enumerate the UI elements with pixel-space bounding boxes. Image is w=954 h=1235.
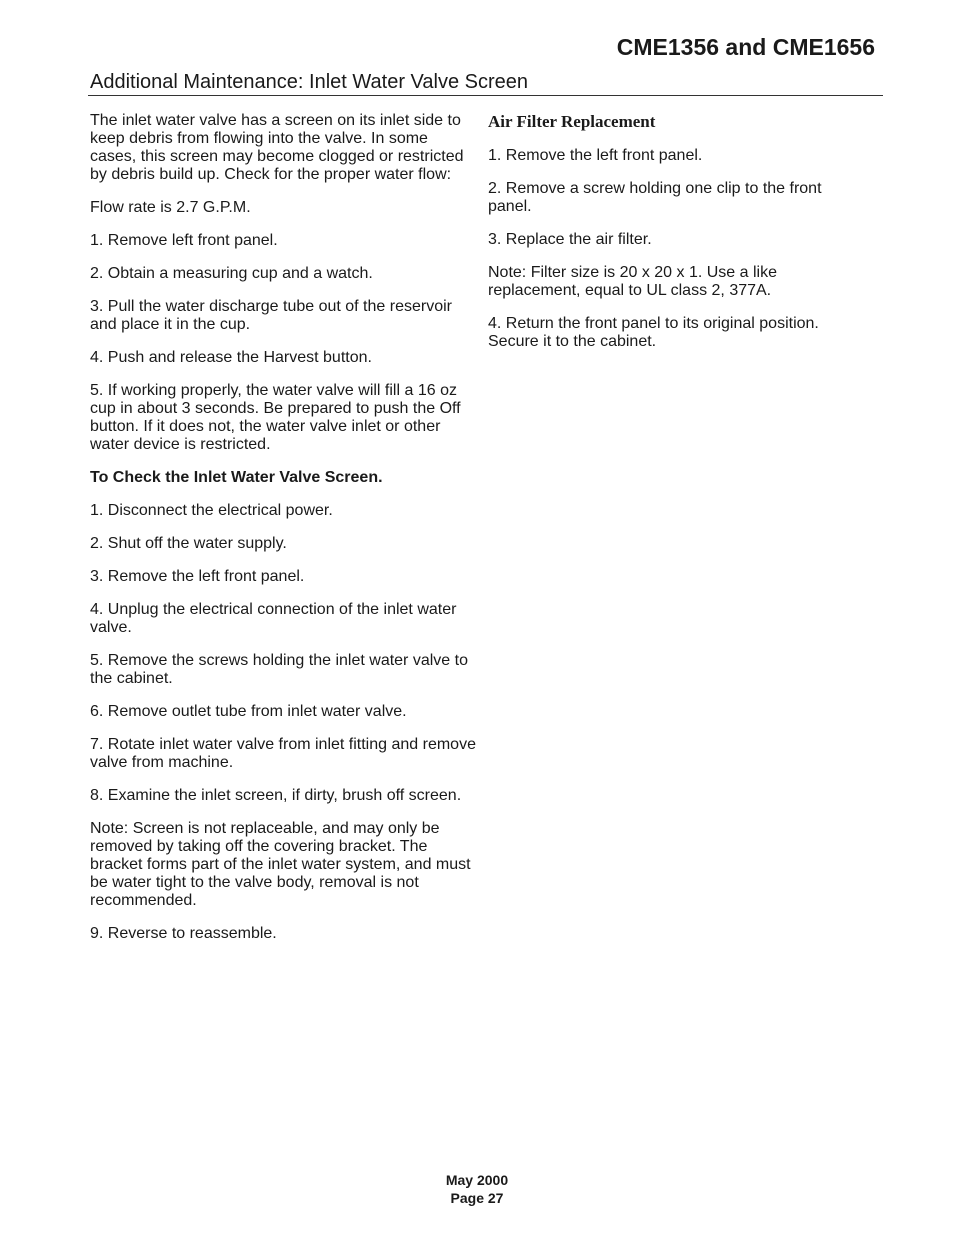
screen-check-step: 4. Unplug the electrical connection of the inlet water valve. xyxy=(90,601,457,636)
section-heading: Additional Maintenance: Inlet Water Valve Screen xyxy=(90,71,529,93)
air-filter-step: 3. Replace the air filter. xyxy=(488,231,652,248)
air-filter-step: 2. Remove a screw holding one clip to the front panel. xyxy=(488,180,822,215)
air-filter-step: 1. Remove the left front panel. xyxy=(488,147,703,164)
flow-step: 3. Pull the water discharge tube out of the reservoir and place it in the cup. xyxy=(90,298,452,333)
right-column xyxy=(488,112,863,366)
page-footer xyxy=(0,1171,954,1207)
air-filter-step: 4. Return the front panel to its original position. Secure it to the cabinet. xyxy=(488,315,819,350)
screen-check-step: 6. Remove outlet tube from inlet water valve. xyxy=(90,703,407,720)
screen-check-step: 2. Shut off the water supply. xyxy=(90,535,287,552)
screen-check-step: 9. Reverse to reassemble. xyxy=(90,925,277,942)
screen-check-step: 7. Rotate inlet water valve from inlet fitting and remove valve from machine. xyxy=(90,736,476,771)
screen-check-subheading: To Check the Inlet Water Valve Screen. xyxy=(90,469,383,486)
screen-check-step: 1. Disconnect the electrical power. xyxy=(90,502,333,519)
screen-check-step: 8. Examine the inlet screen, if dirty, brush off screen. xyxy=(90,787,462,804)
document-title: CME1356 and CME1656 xyxy=(616,34,875,60)
screen-check-step: 5. Remove the screws holding the inlet water valve to the cabinet. xyxy=(90,652,468,687)
footer-date: May 2000 xyxy=(445,1172,509,1188)
flow-step: 1. Remove left front panel. xyxy=(90,232,278,249)
flow-step: 2. Obtain a measuring cup and a watch. xyxy=(90,265,373,282)
left-column xyxy=(90,112,478,958)
screen-note: Note: Screen is not replaceable, and may only be removed by taking off the covering bracket. The bracket forms part of the inlet water system, and must be water tight to the valve body, removal is not recommended. xyxy=(90,820,471,909)
flow-rate-text: Flow rate is 2.7 G.P.M. xyxy=(90,199,251,216)
screen-check-step: 3. Remove the left front panel. xyxy=(90,568,305,585)
air-filter-note: Note: Filter size is 20 x 20 x 1. Use a like replacement, equal to UL class 2, 377A. xyxy=(488,264,777,299)
flow-step: 4. Push and release the Harvest button. xyxy=(90,349,372,366)
flow-step: 5. If working properly, the water valve will fill a 16 oz cup in about 3 seconds. Be prepared to push the Off button. If it does not, the water valve inlet or other water device is restricted. xyxy=(90,382,461,453)
heading-divider xyxy=(88,95,883,96)
intro-paragraph: The inlet water valve has a screen on its inlet side to keep debris from flowing into the valve. In some cases, this screen may become clogged or restricted by debris build up. Check for the proper water flow: xyxy=(90,112,464,183)
footer-page-number: Page 27 xyxy=(450,1190,504,1206)
air-filter-heading: Air Filter Replacement xyxy=(488,112,656,131)
